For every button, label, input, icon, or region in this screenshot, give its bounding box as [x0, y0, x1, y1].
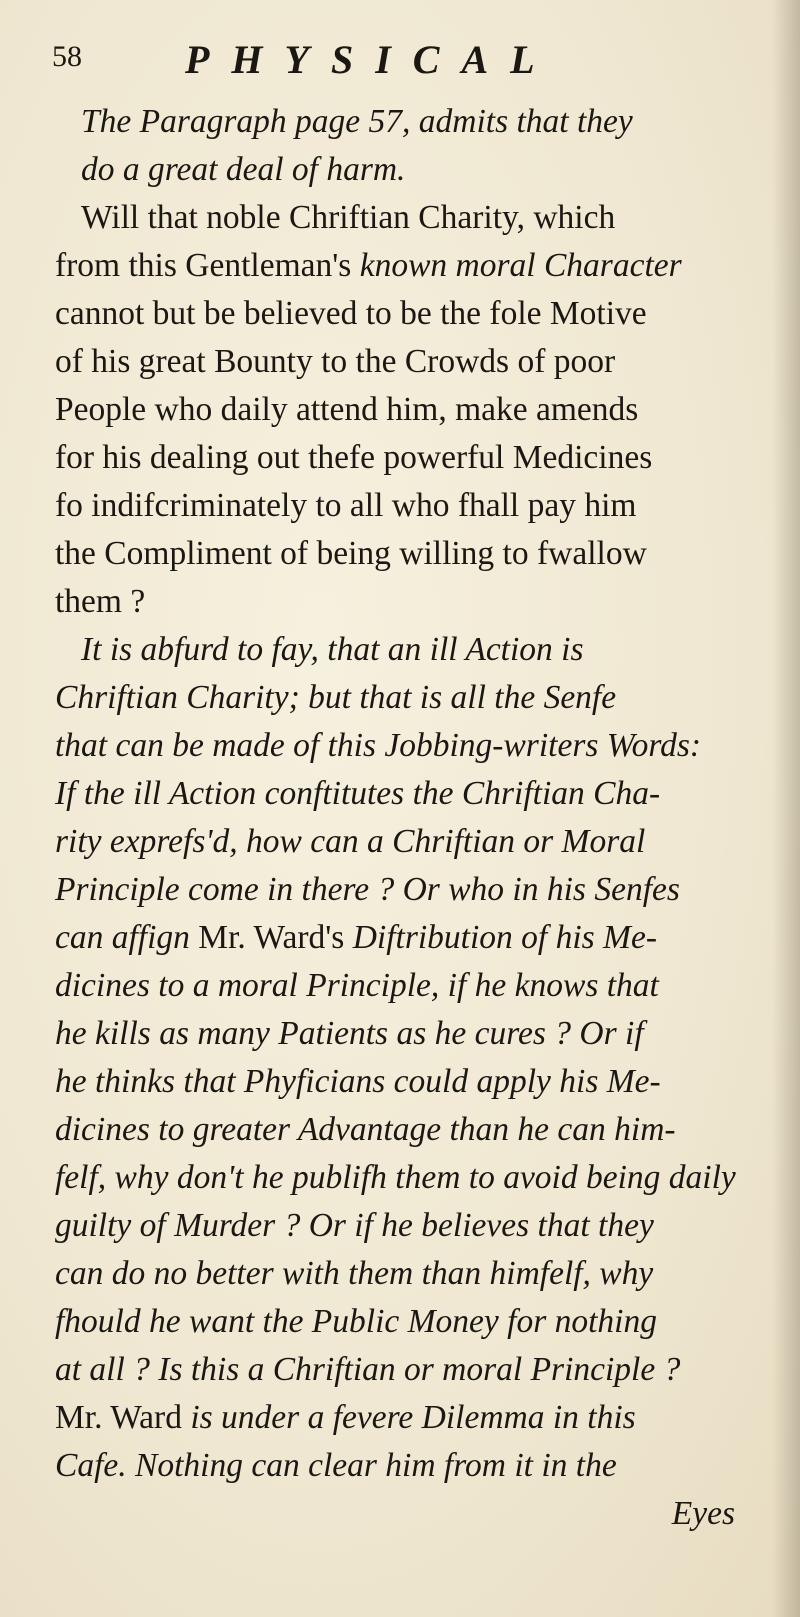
text-line: Mr. Ward is under a fevere Dilemma in this	[55, 1399, 636, 1436]
text-line: can do no better with them than himfelf, why	[55, 1255, 654, 1292]
running-title: PHYSICAL	[185, 37, 557, 82]
page-header	[52, 37, 760, 84]
text-line: dicines to greater Advantage than he can him-	[55, 1111, 676, 1148]
text-line: that can be made of this Jobbing-writers Words:	[55, 727, 702, 764]
text-line: Principle come in there ? Or who in his Senfes	[55, 871, 680, 908]
text-line: Cafe. Nothing can clear him from it in the	[55, 1447, 617, 1484]
text-line: fhould he want the Public Money for nothing	[55, 1303, 657, 1340]
text-line: rity exprefs'd, how can a Chriftian or Moral	[55, 823, 646, 860]
text-line: The Paragraph page 57, admits that they	[81, 103, 633, 140]
body-text	[55, 98, 755, 1538]
text-line: felf, why don't he publifh them to avoid being daily	[55, 1159, 736, 1196]
text-line: fo indifcriminately to all who fhall pay him	[55, 487, 637, 524]
text-line: guilty of Murder ? Or if he believes that they	[55, 1207, 654, 1244]
text-line: It is abfurd to fay, that an ill Action is	[81, 631, 584, 668]
text-line: at all ? Is this a Chriftian or moral Principle ?	[55, 1351, 681, 1388]
text-line: If the ill Action conftitutes the Chriftian Cha-	[55, 775, 661, 812]
text-line: for his dealing out thefe powerful Medicines	[55, 439, 653, 476]
text-line: can affign Mr. Ward's Diftribution of his Me-	[55, 919, 657, 956]
text-line: People who daily attend him, make amends	[55, 391, 639, 428]
page-number: 58	[52, 40, 82, 73]
text-line: them ?	[55, 583, 146, 620]
text-line: of his great Bounty to the Crowds of poor	[55, 343, 616, 380]
text-line: the Compliment of being willing to fwallow	[55, 535, 647, 572]
text-line: cannot but be believed to be the fole Motive	[55, 295, 647, 332]
text-line: Chriftian Charity; but that is all the Senfe	[55, 679, 617, 716]
catchword: Eyes	[671, 1495, 735, 1532]
text-line: from this Gentleman's known moral Character	[55, 247, 682, 284]
text-line: he thinks that Phyficians could apply his Me-	[55, 1063, 661, 1100]
text-line: do a great deal of harm.	[81, 151, 406, 188]
text-line: dicines to a moral Principle, if he knows that	[55, 967, 659, 1004]
text-line: Will that noble Chriftian Charity, which	[81, 199, 616, 236]
text-line: he kills as many Patients as he cures ? Or if	[55, 1015, 644, 1052]
